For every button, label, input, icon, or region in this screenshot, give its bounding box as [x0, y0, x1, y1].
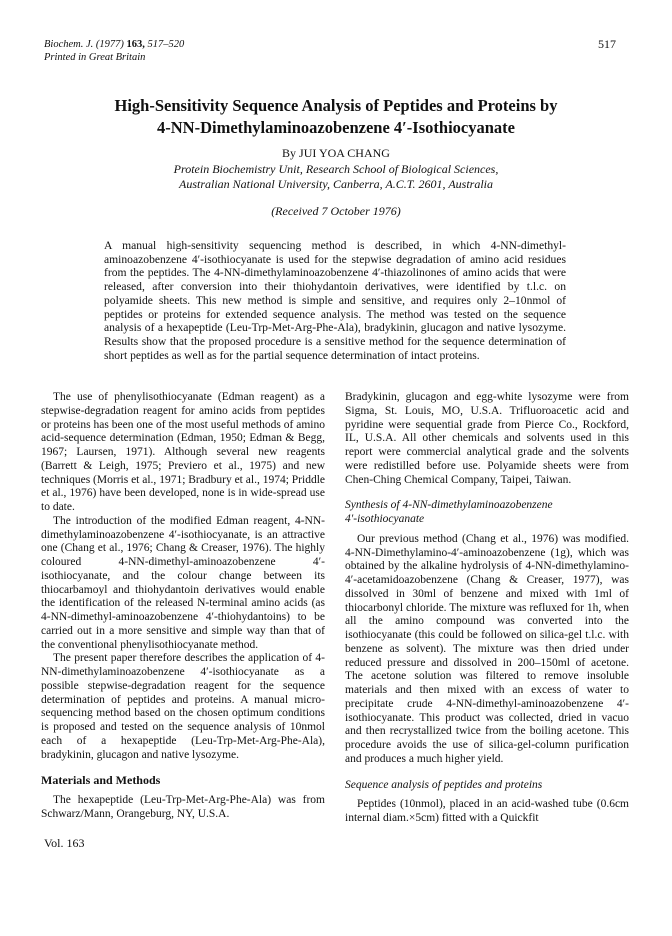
- left-column: [41, 391, 325, 822]
- author-byline: By JUI YOA CHANG: [282, 146, 390, 160]
- intro-paragraph-2: The introduction of the modified Edman reagent, 4-NN-dimethylaminoazobenzene 4′-isothiocyanate, is an attractive one (Chang et al., 1976; Chang & Creaser, 1976). The highly coloured 4-NN-dimethyl-aminoazobenzene 4′-isothiocyanate, and the colour change between its thiocarbamoyl and thiohydantoin derivatives would enable the identification of the released N-terminal amino acids (as 4-NN-dimethyl-aminoazobenzene 4′-thiohydantoins) to be carried out in a more sensitive and simple way than that of the conventional phenylisothiocyanate method.: [41, 514, 325, 651]
- title-line-2: 4-NN-Dimethylaminoazobenzene 4′-Isothiocyanate: [157, 118, 515, 137]
- synthesis-heading: [345, 499, 629, 527]
- spacer: [345, 487, 629, 499]
- materials-paragraph: Bradykinin, glucagon and egg-white lysozyme were from Sigma, St. Louis, MO, U.S.A. Trifluoroacetic acid and pyridine were sequential grade from Pierce Co., Rockford, IL, U.S.A. All other chemicals and solvents used in this report were commercial analytical grade and the solvents were redistilled before use. Polyamide sheets were from Chen-Ching Chemical Company, Taipei, Taiwan.: [345, 391, 629, 486]
- spacer: [345, 767, 629, 779]
- sequence-heading: Sequence analysis of peptides and proteins: [345, 778, 543, 791]
- citation-line: [44, 38, 184, 51]
- printed-in: Printed in Great Britain: [44, 52, 146, 63]
- journal-volume: 163,: [126, 39, 145, 50]
- author-affiliation: [60, 162, 612, 192]
- sequence-paragraph: Peptides (10nmol), placed in an acid-washed tube (0.6cm internal diam.×5cm) fitted with a Quickfit: [345, 798, 629, 824]
- journal-year: (1977): [95, 39, 124, 50]
- synthesis-heading-line-2: 4′-isothiocyanate: [345, 513, 425, 525]
- journal-name: Biochem. J.: [44, 39, 94, 50]
- received-date: (Received 7 October 1976): [271, 204, 401, 218]
- methods-paragraph: The hexapeptide (Leu-Trp-Met-Arg-Phe-Ala) was from Schwarz/Mann, Orangeburg, NY, U.S.A.: [41, 794, 325, 820]
- methods-heading: Materials and Methods: [41, 773, 161, 788]
- title-line-1: High-Sensitivity Sequence Analysis of Peptides and Proteins by: [114, 96, 558, 115]
- article-title: [60, 95, 612, 139]
- intro-paragraph-1: The use of phenylisothiocyanate (Edman reagent) as a stepwise-degradation reagent for amino acids from peptides or proteins has been one of the most useful methods of amino acid-sequence determination (Edman, 1950; Edman & Begg, 1967; Laursen, 1971). Although several new reagents (Barrett & Leigh, 1975; Previero et al., 1975) and new techniques (Morris et al., 1971; Bradbury et al., 1974; Priddle et al., 1976) have been developed, none is in wide-spread use to date.: [41, 391, 325, 513]
- abstract: A manual high-sensitivity sequencing method is described, in which 4-NN-dimethyl-aminoazobenzene 4′-isothiocyanate is used for the stepwise degradation of amino acid residues from the peptides. The 4-NN-dimethylaminoazobenzene 4′-thiazolinones of amino acids that were released, after conversion into their thiohydantoin derivatives, were identified by t.l.c. on polyamide sheets. This new method is simple and sensitive, and requires only 2–10nmol of peptides or proteins for extended sequence analysis. The method was tested on the sequence analysis of a hexapeptide (Leu-Trp-Met-Arg-Phe-Ala), bradykinin, glucagon and native lysozyme. Results show that the proposed procedure is a sensitive method for the sequence determination of short peptides as well as for the partial sequence determination of intact proteins.: [104, 239, 566, 362]
- journal-pages: 517–520: [147, 39, 185, 50]
- synthesis-paragraph: Our previous method (Chang et al., 1976) was modified. 4-NN-Dimethylamino-4′-aminoazobenzene (1g), which was obtained by the alkaline hydrolysis of 4-NN-dimethylamino-4′-acetamidoazobenzene (Chang & Creaser, 1977), was dissolved in 30ml of benzene and mixed with 1ml of thiocarbonyl chloride. The mixture was refluxed for 1h, when all the amino compound was converted into the isothiocyanate (this could be followed on silica-gel t.l.c. with benzene as solvent). The mixture was then dried under reduced pressure and dissolved in 200–150ml of acetone. The acetone solution was filtered to remove insoluble materials and then mixed with an excess of water to precipitate crude 4-NN-dimethyl-aminoazobenzene 4′-isothiocyanate. This product was collected, dried in vacuo and then recrystallized twice from the boiling acetone. This procedure avoids the use of silica-gel-column purification and produces a much higher yield.: [345, 532, 630, 765]
- affiliation-line-1: Protein Biochemistry Unit, Research School of Biological Sciences,: [173, 162, 499, 176]
- volume-footer: Vol. 163: [44, 836, 85, 850]
- affiliation-line-2: Australian National University, Canberra, A.C.T. 2601, Australia: [178, 177, 494, 191]
- intro-paragraph-3: The present paper therefore describes the application of 4-NN-dimethylaminoazobenzene 4′-isothiocyanate as a possible stepwise-degradation reagent for the sequence determination of peptides and proteins. A manual micro-sequencing method based on the chosen optimum conditions is proposed and tested on the sequence analysis of 10nmol each of a hexapeptide (Leu-Trp-Met-Arg-Phe-Ala), bradykinin, glucagon and native lysozyme.: [41, 652, 325, 761]
- right-column: [345, 391, 629, 826]
- page-number: 517: [598, 37, 616, 51]
- synthesis-heading-line-1: Synthesis of 4-NN-dimethylaminoazobenzene: [345, 499, 553, 512]
- running-header: [44, 38, 184, 64]
